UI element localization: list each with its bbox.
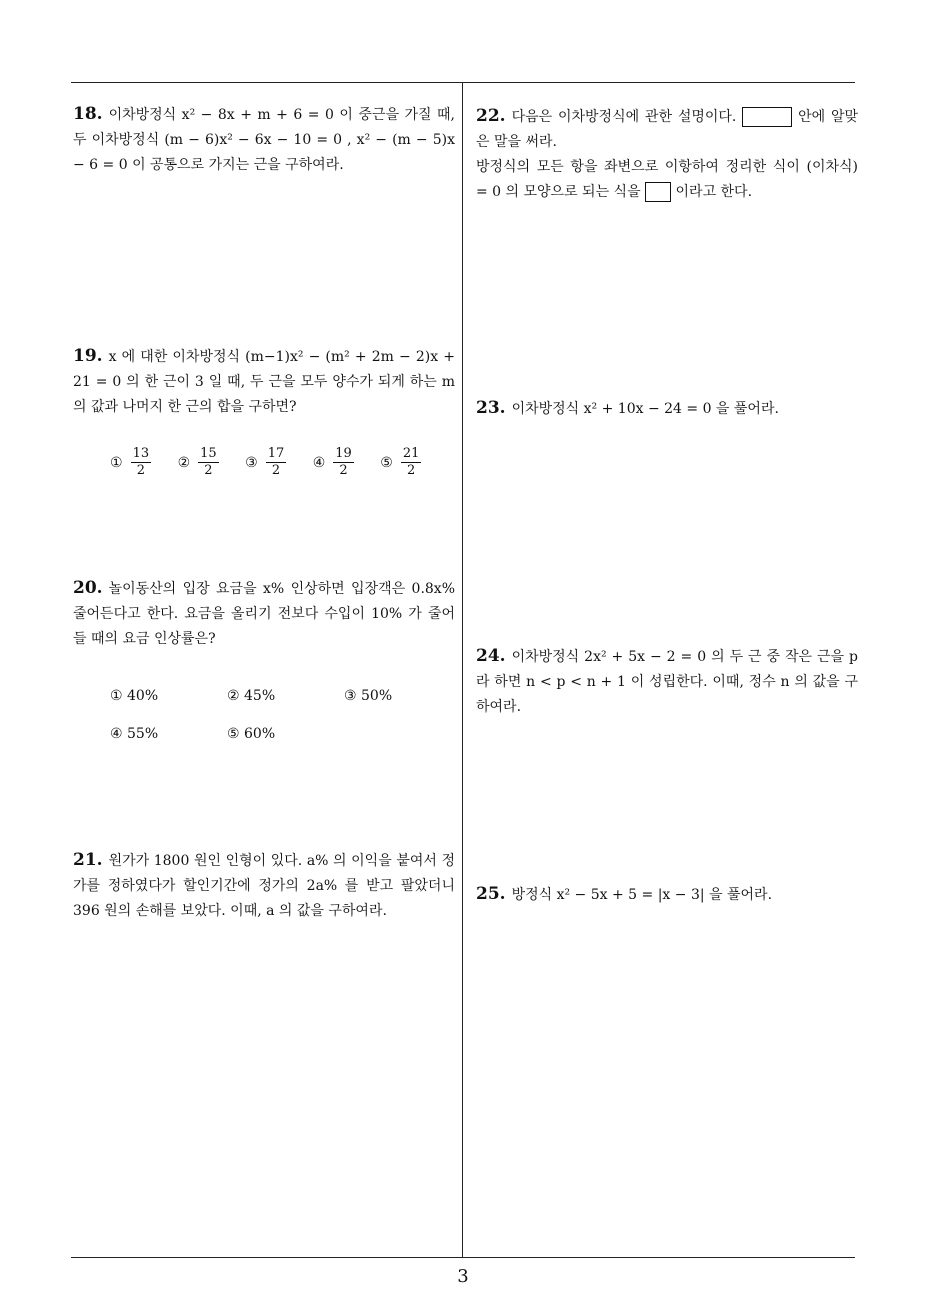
question-23	[476, 396, 858, 422]
question-text: 이차방정식 2x² + 5x − 2 = 0 의 두 근 중 작은 근을 p 라 하면 n < p < n + 1 이 성립한다. 이때, 정수 n 의 값을 구하여라.	[476, 649, 858, 715]
question-number: 25.	[476, 884, 506, 904]
answer-blank-box	[742, 107, 792, 127]
page-number: 3	[457, 1266, 469, 1287]
choice-1[interactable]: ① $\frac{13}{2}$	[110, 446, 150, 478]
choice-1[interactable]: ① 40%	[110, 688, 159, 704]
question-19	[73, 344, 455, 420]
fraction: $\frac{21}{2}$	[402, 446, 420, 478]
question-18	[73, 102, 455, 178]
column-divider	[462, 82, 463, 1258]
q20-choices-row-1	[110, 688, 461, 704]
choice-5[interactable]: ⑤ $\frac{21}{2}$	[380, 446, 420, 478]
question-24	[476, 644, 858, 720]
question-text: 방정식 x² − 5x + 5 = |x − 3| 을 풀어라.	[511, 887, 773, 903]
question-number: 19.	[73, 346, 103, 366]
choice-3[interactable]: ③ $\frac{17}{2}$	[245, 446, 285, 478]
bottom-rule	[71, 1257, 855, 1258]
choice-2[interactable]: ② 45%	[227, 688, 276, 704]
question-text: 이차방정식 x² + 10x − 24 = 0 을 풀어라.	[511, 401, 779, 417]
fraction: $\frac{17}{2}$	[267, 446, 285, 478]
choice-5[interactable]: ⑤ 60%	[227, 726, 276, 742]
answer-blank-box	[645, 182, 671, 202]
choice-2[interactable]: ② $\frac{15}{2}$	[177, 446, 217, 478]
fraction: $\frac{13}{2}$	[132, 446, 150, 478]
question-text: 놀이동산의 입장 요금을 x% 인상하면 입장객은 0.8x% 줄어든다고 한다. 요금을 올리기 전보다 수입이 10% 가 줄어들 때의 요금 인상률은?	[73, 581, 455, 647]
question-text: 원가가 1800 원인 인형이 있다. a% 의 이익을 붙여서 정가를 정하였다가 할인기간에 정가의 2a% 를 받고 팔았더니 396 원의 손해를 보았다. 이때, a 의 값을 구하여라.	[73, 853, 455, 919]
top-rule	[71, 82, 855, 83]
question-number: 18.	[73, 104, 103, 124]
question-25	[476, 882, 858, 908]
choice-3[interactable]: ③ 50%	[344, 688, 393, 704]
question-number: 20.	[73, 578, 103, 598]
question-21	[73, 848, 455, 924]
choice-4[interactable]: ④ $\frac{19}{2}$	[312, 446, 352, 478]
q19-choices	[110, 446, 443, 479]
question-number: 22.	[476, 106, 506, 126]
question-number: 24.	[476, 646, 506, 666]
question-number: 23.	[476, 398, 506, 418]
fraction: $\frac{15}{2}$	[200, 446, 217, 478]
question-number: 21.	[73, 850, 103, 870]
question-22: 22. 다음은 이차방정식에 관한 설명이다. 안에 알맞은 말을 써라. 방정식의 모든 항을 좌변으로 이항하여 정리한 식이 (이차식) = 0 의 모양으로 되는 식을 이라고 한다.	[476, 106, 859, 200]
q20-choices-row-2	[110, 726, 344, 742]
question-text: x 에 대한 이차방정식 (m−1)x² − (m² + 2m − 2)x + 21 = 0 의 한 근이 3 일 때, 두 근을 모두 양수가 되게 하는 m 의 값과 나머지 한 근의 합을 구하면?	[73, 349, 455, 415]
question-20	[73, 576, 455, 652]
fraction: $\frac{19}{2}$	[335, 446, 352, 478]
question-text: 이차방정식 x² − 8x + m + 6 = 0 이 중근을 가질 때, 두 이차방정식 (m − 6)x² − 6x − 10 = 0 , x² − (m − 5)x − 6 = 0 이 공통으로 가지는 근을 구하여라.	[73, 107, 455, 173]
choice-4[interactable]: ④ 55%	[110, 726, 159, 742]
